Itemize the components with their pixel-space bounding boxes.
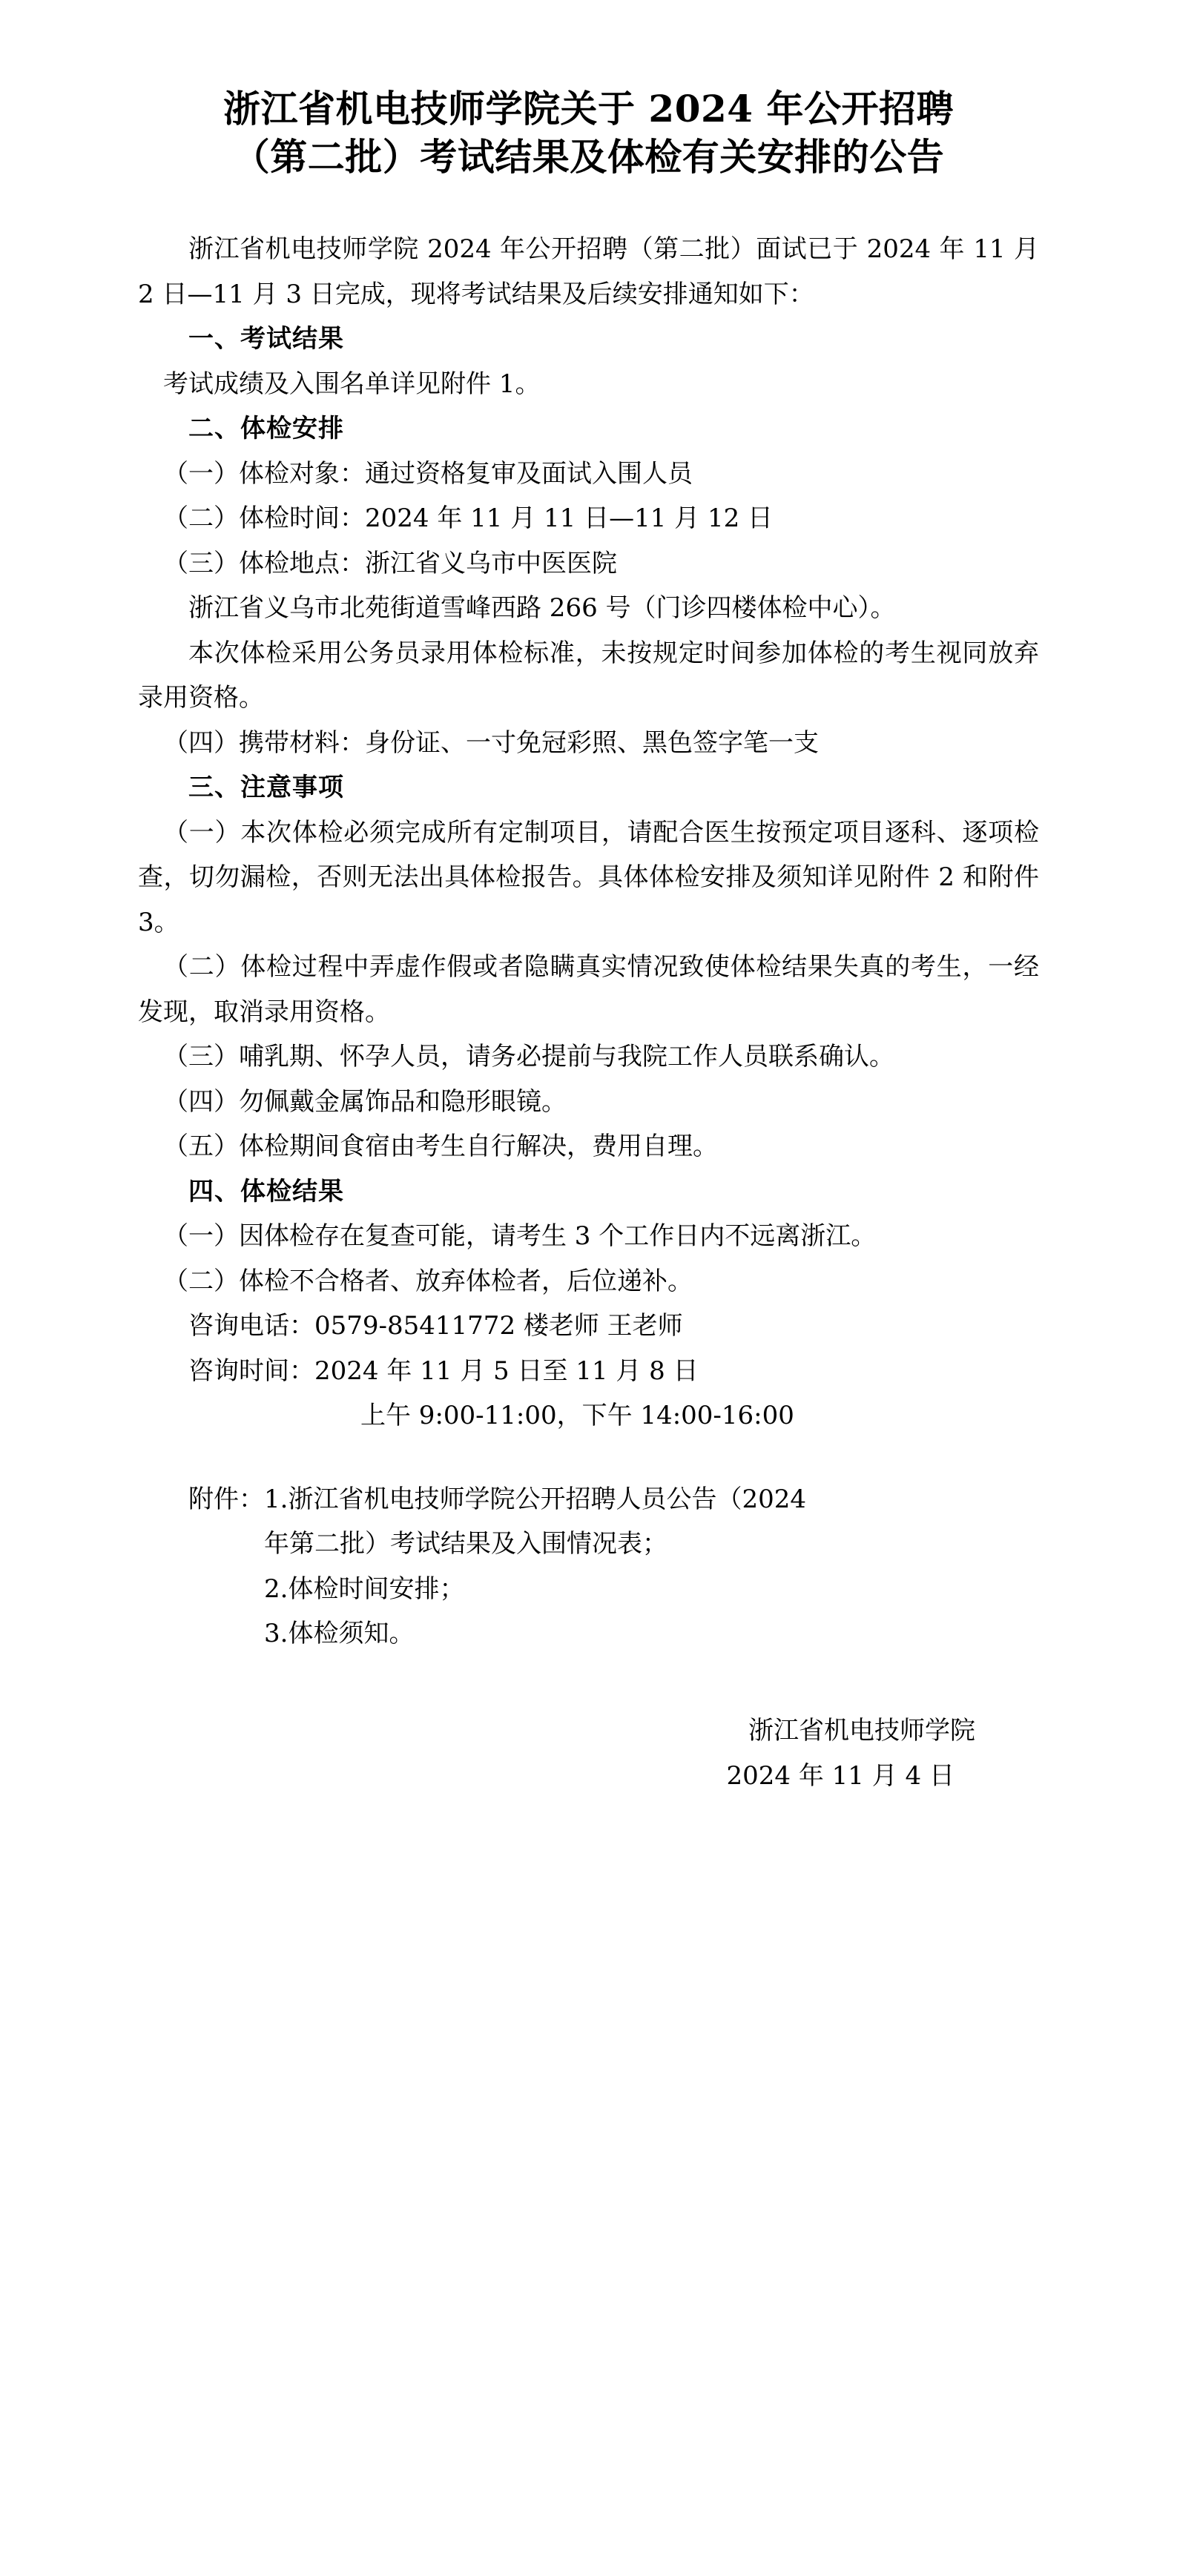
section-2-paragraph-4: 浙江省义乌市北苑街道雪峰西路 266 号（门诊四楼体检中心）。	[188, 593, 896, 624]
title-line-2: （第二批）考试结果及体检有关安排的公告	[232, 135, 945, 179]
attachment-1-line-2: 年第二批）考试结果及入围情况表；	[264, 1529, 667, 1559]
contact-hours-line: 上午 9:00-11:00，下午 14:00-16:00	[360, 1401, 794, 1431]
section-2-paragraph-6: （四）携带材料：身份证、一寸免冠彩照、黑色签字笔一支	[163, 727, 819, 758]
intro-paragraph: 浙江省机电技师学院 2024 年公开招聘（第二批）面试已于 2024 年 11 月 2 日—11 月 3 日完成，现将考试结果及后续安排通知如下：	[138, 234, 1039, 309]
section-1-paragraph-1: 考试成绩及入围名单详见附件 1。	[163, 369, 541, 399]
section-3-paragraph-4: （四）勿佩戴金属饰品和隐形眼镜。	[163, 1086, 567, 1117]
signature-block	[138, 1708, 1039, 1799]
section-2-paragraph-2: （二）体检时间：2024 年 11 月 11 日—11 月 12 日	[163, 503, 774, 534]
section-3-paragraph-1: （一）本次体检必须完成所有定制项目，请配合医生按预定项目逐科、逐项检查，切勿漏检，否则无法出具体检报告。具体体检安排及须知详见附件 2 和附件 3。	[138, 817, 1039, 937]
attachment-1-line-1: 附件：1.浙江省机电技师学院公开招聘人员公告（2024	[188, 1484, 806, 1514]
section-3-paragraph-5: （五）体检期间食宿由考生自行解决，费用自理。	[163, 1132, 718, 1162]
section-heading-3: 三、注意事项	[188, 773, 344, 803]
attachment-2: 2.体检时间安排；	[264, 1573, 465, 1604]
section-heading-4: 四、体检结果	[188, 1176, 344, 1206]
title-line-1: 浙江省机电技师学院关于 2024 年公开招聘	[223, 87, 954, 131]
signature-date: 2024 年 11 月 4 日	[726, 1761, 955, 1791]
section-4-paragraph-2: （二）体检不合格者、放弃体检者，后位递补。	[163, 1266, 693, 1296]
attachments-block	[138, 1477, 1039, 1657]
section-2-paragraph-3: （三）体检地点：浙江省义乌市中医医院	[163, 548, 617, 578]
section-3-paragraph-2: （二）体检过程中弄虚作假或者隐瞒真实情况致使体检结果失真的考生，一经发现，取消录用资格。	[138, 952, 1039, 1027]
section-4-paragraph-1: （一）因体检存在复查可能，请考生 3 个工作日内不远离浙江。	[163, 1221, 877, 1252]
section-3-paragraph-3: （三）哺乳期、怀孕人员，请务必提前与我院工作人员联系确认。	[163, 1042, 894, 1072]
document-body	[138, 227, 1039, 1439]
contact-phone-line: 咨询电话：0579-85411772 楼老师 王老师	[188, 1311, 683, 1341]
attachment-3: 3.体检须知。	[264, 1619, 415, 1649]
section-heading-1: 一、考试结果	[188, 324, 344, 354]
signature-organization: 浙江省机电技师学院	[748, 1715, 975, 1746]
section-2-paragraph-1: （一）体检对象：通过资格复审及面试入围人员	[163, 458, 693, 489]
section-2-paragraph-5: 本次体检采用公务员录用体检标准，未按规定时间参加体检的考生视同放弃录用资格。	[138, 638, 1039, 713]
contact-time-line: 咨询时间：2024 年 11 月 5 日至 11 月 8 日	[188, 1355, 699, 1386]
section-heading-2: 二、体检安排	[188, 414, 344, 444]
page-title	[138, 85, 1039, 181]
